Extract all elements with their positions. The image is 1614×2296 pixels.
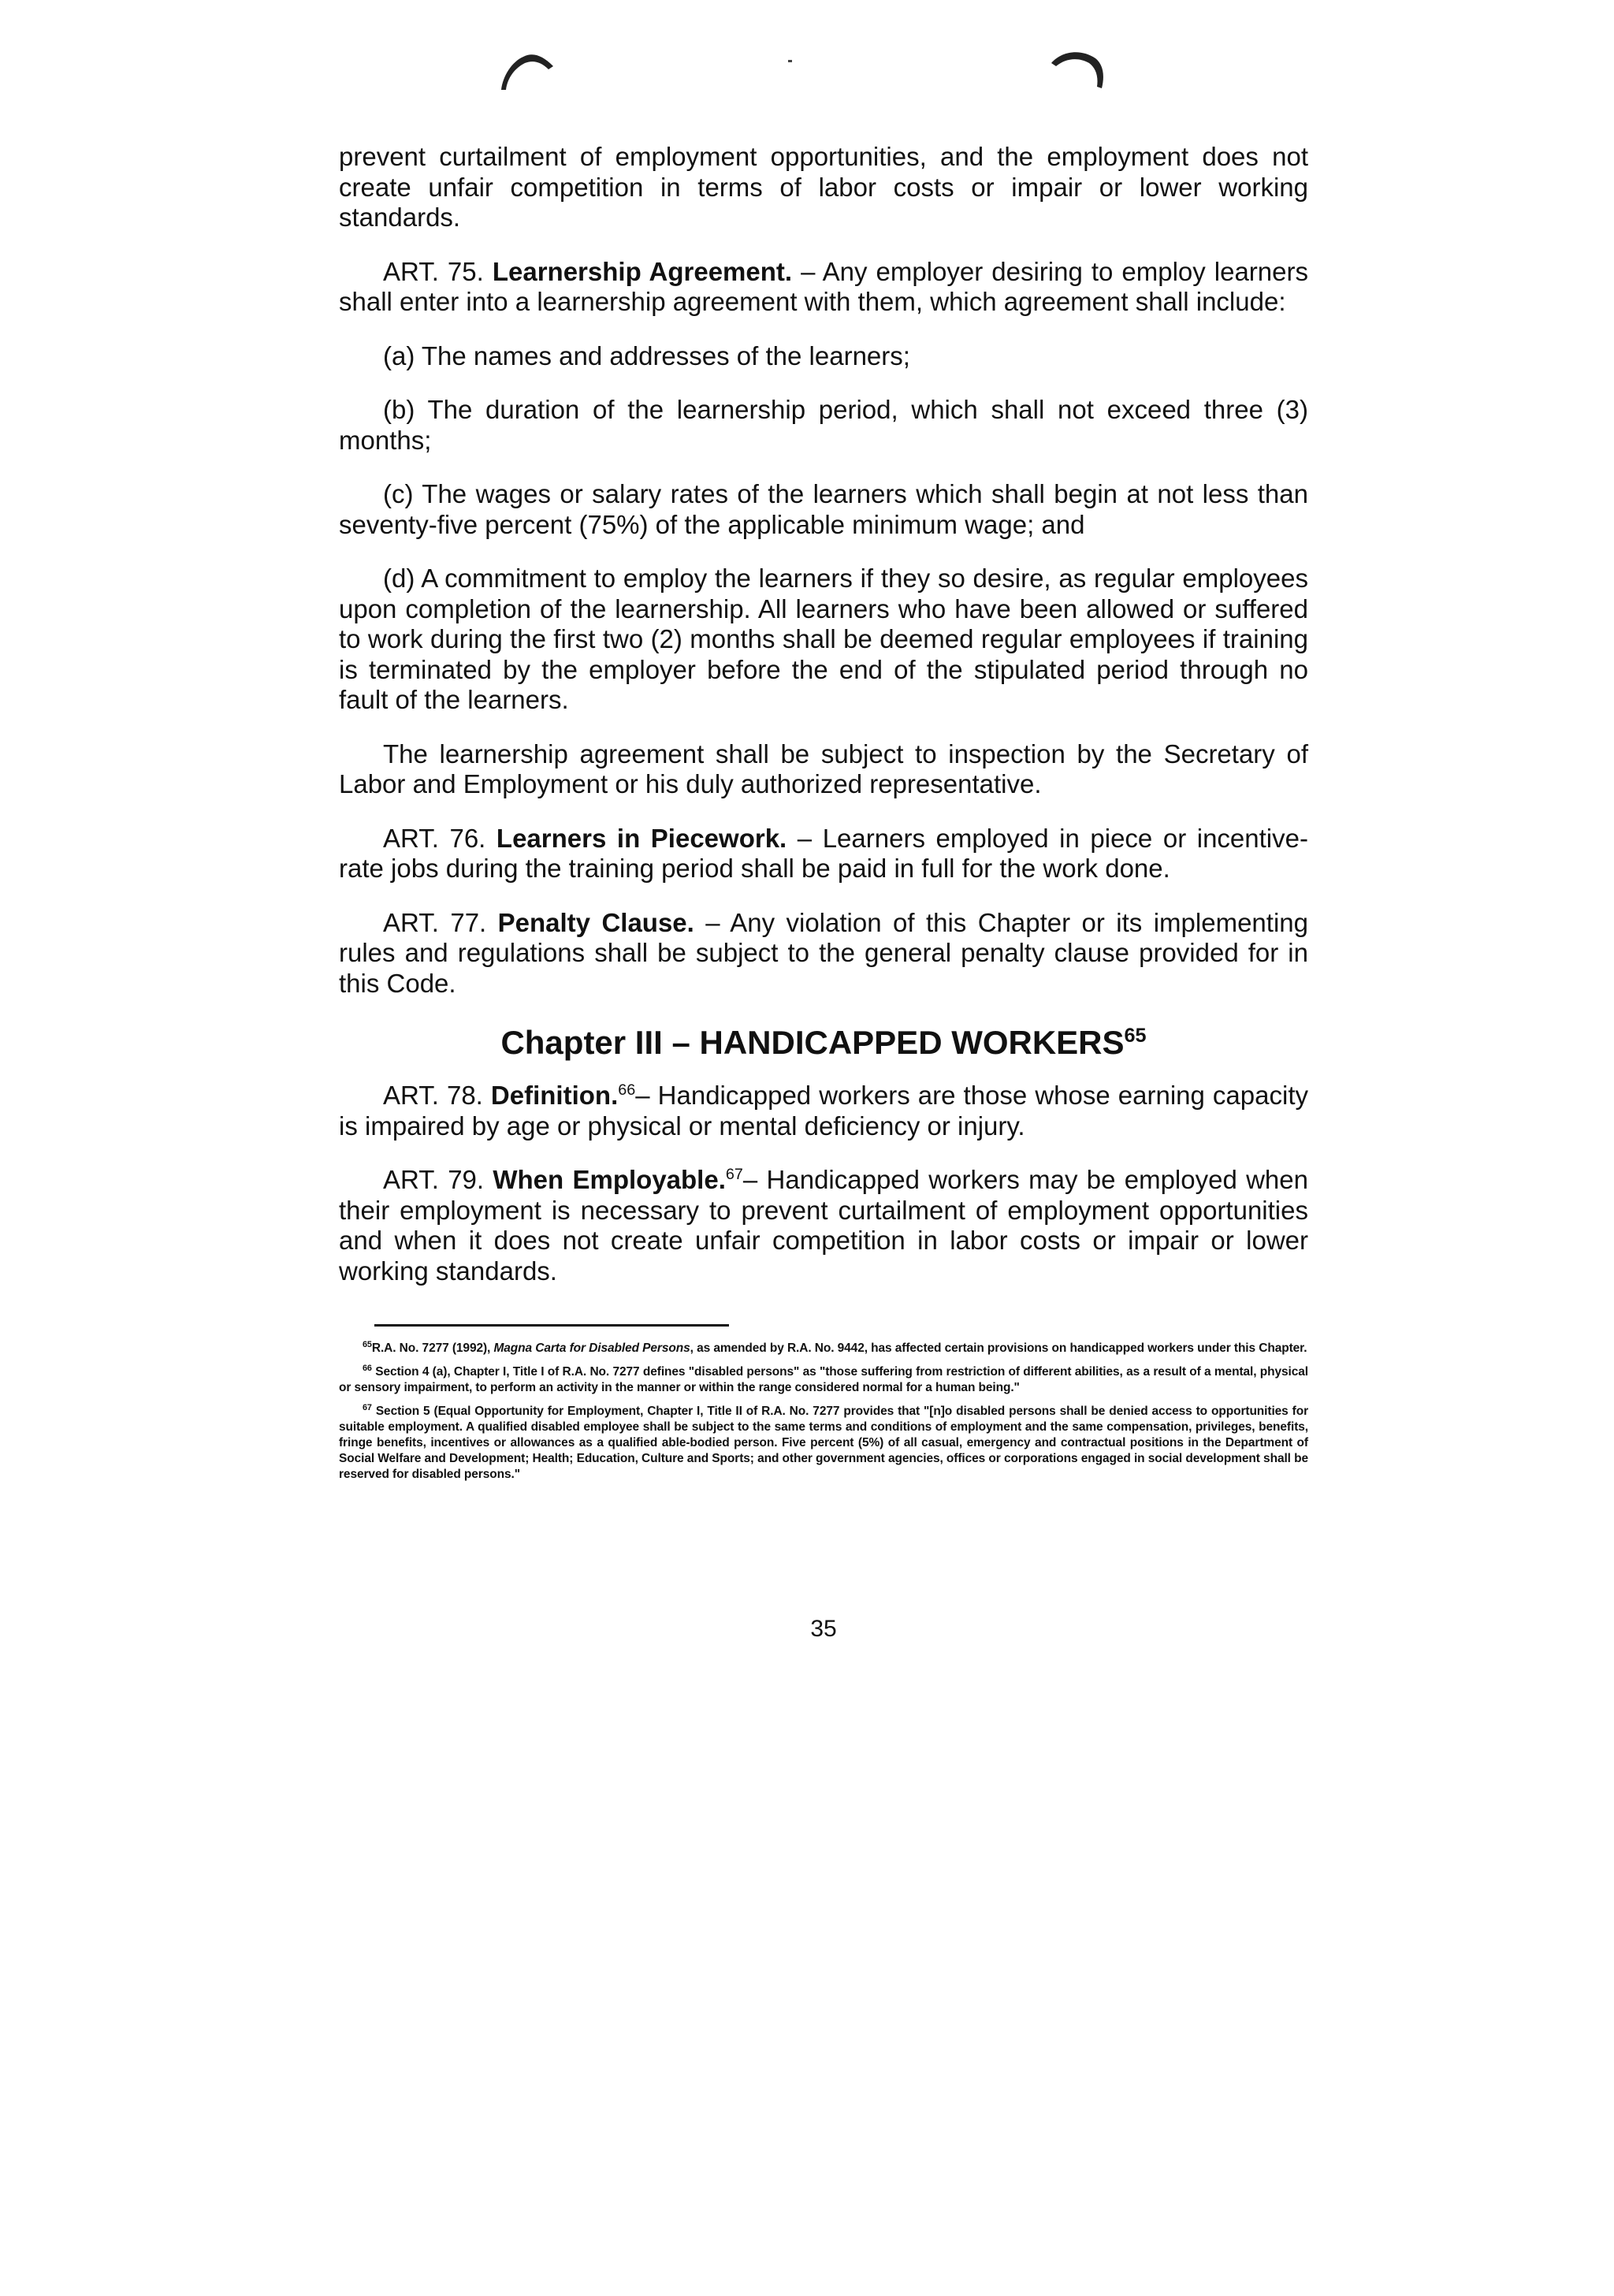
article-number: ART. 78. bbox=[383, 1081, 483, 1110]
article-number: ART. 75. bbox=[383, 256, 484, 286]
scan-artifact-left bbox=[496, 46, 560, 93]
footnote-text: Section 5 (Equal Opportunity for Employment, Chapter I, Title II of R.A. No. 7277 provides that "[n]o disabled persons shall be denied access to opportunities for suitable employment. A qualified disabled employee shall be subject to the same terms and conditions of employment and the same compensation, privileges, benefits, fringe benefits, incentives or allowances as a qualified able-bodied person. Five percent (5%) of all casual, emergency and contractual positions in the Department of Social Welfare and Development; Health; Education, Culture and Sports; and other government agencies, offices or corporations engaged in social development shall be reserved for disabled persons." bbox=[339, 1405, 1308, 1481]
scan-speck bbox=[788, 60, 792, 62]
article-79 bbox=[339, 1165, 1308, 1286]
article-title: Learnership Agreement. bbox=[492, 256, 793, 286]
list-item-c: (c) The wages or salary rates of the learners which shall begin at not less than seventy-five percent (75%) of the applicable minimum wage; and bbox=[339, 479, 1308, 539]
paragraph-intro: prevent curtailment of employment opportunities, and the employment does not create unfair competition in terms of labor costs or impair or lower working standards. bbox=[339, 142, 1308, 232]
footnote-text: R.A. No. 7277 (1992), bbox=[371, 1342, 494, 1355]
article-title: When Employable. bbox=[493, 1165, 726, 1194]
footnote-ref[interactable]: 66 bbox=[618, 1081, 636, 1099]
scan-artifact-right bbox=[1047, 44, 1110, 91]
article-text: – Handicapped workers are those whose earning capacity is impaired by age or physical or mental deficiency or injury. bbox=[339, 1081, 1308, 1141]
footnote-separator bbox=[374, 1324, 729, 1327]
chapter-title: Chapter III – HANDICAPPED WORKERS bbox=[500, 1024, 1125, 1061]
footnote-text: , as amended by R.A. No. 9442, has affected certain provisions on handicapped workers under this Chapter. bbox=[690, 1342, 1307, 1355]
footnotes bbox=[339, 1341, 1308, 1483]
list-item-a: (a) The names and addresses of the learners; bbox=[383, 340, 910, 370]
footnote-number: 65 bbox=[363, 1339, 372, 1349]
article-text: – Handicapped workers may be employed when their employment is necessary to prevent curtailment of employment opportunities and when it does not create unfair competition in labor costs or impair or lower working standards. bbox=[339, 1165, 1308, 1286]
article-number: ART. 76. bbox=[383, 823, 486, 853]
footnote bbox=[339, 1404, 1308, 1483]
article-number: ART. 79. bbox=[383, 1165, 485, 1194]
article-text: – Any employer desiring to employ learners shall enter into a learnership agreement with them, which agreement shall include: bbox=[339, 256, 1308, 316]
footnote-number: 67 bbox=[363, 1402, 372, 1412]
footnote-ref[interactable]: 67 bbox=[725, 1166, 743, 1183]
article-text: – Learners employed in piece or incentive-rate jobs during the training period shall be paid in full for the work done. bbox=[339, 823, 1308, 883]
list-item-b: (b) The duration of the learnership period, which shall not exceed three (3) months; bbox=[339, 395, 1308, 455]
footnote-text: Section 4 (a), Chapter I, Title I of R.A. No. 7277 defines "disabled persons" as "those suffering from restriction of different abilities, as a result of a mental, physical or sensory impairment, to perform an activity in the manner or within the range considered normal for a human being." bbox=[339, 1365, 1308, 1394]
footnote-italic: Magna Carta for Disabled Persons bbox=[493, 1342, 690, 1355]
footnote bbox=[339, 1364, 1308, 1396]
article-text: – Any violation of this Chapter or its implementing rules and regulations shall be subject to the general penalty clause provided for in this Code. bbox=[339, 907, 1308, 998]
footnote-number: 66 bbox=[363, 1363, 372, 1373]
chapter-heading bbox=[339, 1022, 1308, 1063]
article-78 bbox=[339, 1081, 1308, 1141]
paragraph-inspection: The learnership agreement shall be subject to inspection by the Secretary of Labor and Employment or his duly authorized representative. bbox=[339, 739, 1308, 798]
article-title: Definition. bbox=[490, 1081, 619, 1110]
article-number: ART. 77. bbox=[383, 907, 487, 937]
article-75 bbox=[339, 257, 1308, 318]
document-page bbox=[339, 142, 1308, 1642]
list-item-d: (d) A commitment to employ the learners if they so desire, as regular employees upon completion of the learnership. All learners who have been allowed or suffered to work during the first two (2) months shall be deemed regular employees if training is terminated by the employer before the end of the stipulated period through no fault of the learners. bbox=[339, 564, 1308, 714]
article-title: Penalty Clause. bbox=[497, 907, 694, 937]
article-title: Learners in Piecework. bbox=[496, 823, 787, 853]
article-76 bbox=[339, 824, 1308, 884]
article-77 bbox=[339, 908, 1308, 999]
footnote-ref[interactable]: 65 bbox=[1124, 1025, 1147, 1047]
page-number: 35 bbox=[810, 1616, 837, 1642]
footnote bbox=[339, 1341, 1308, 1356]
